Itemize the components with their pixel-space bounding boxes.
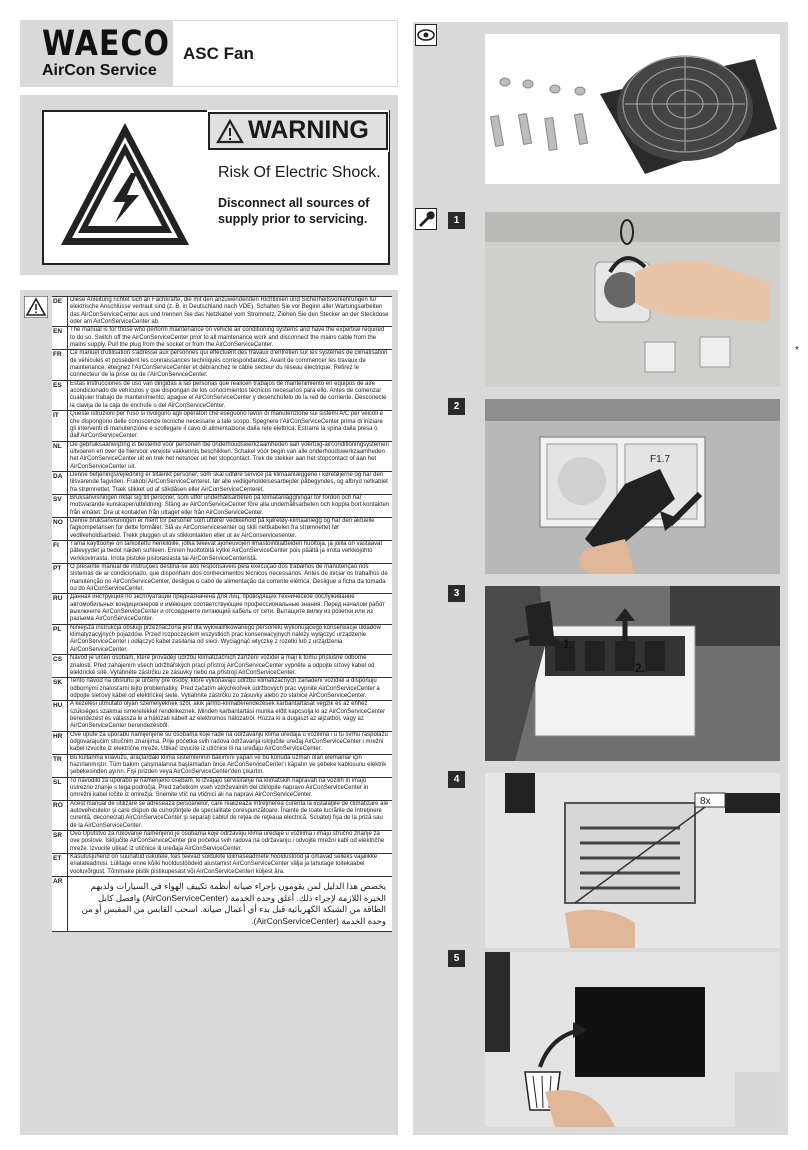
language-text: A kezelési útmutató olyan személyeknek szól, akik jármű-klímaberendezések karbantartását végzik és az ehhez szükséges szakmai ismeretekkel rendelkeznek. Minden karbantartási munka előtt kapcsolja ki az AirConServiceCenter berendezést és válassza le a hálózati kábelt az elektromos hálózatról. Húzza ki a dugaszt az aljzatból, vagy az AirConServiceCenter berendezésből.: [70, 701, 386, 730]
language-text: Ove upute za uporabu namijenjene su osobama koje rade na održavanju klima uređaja u vozilima i u tu svrhu raspolažu odgovarajućim stručnim znanjima. Prije početka svih radova održavanja isključite uređaj AirConServiceCenter i mrežni kabel izvucite iz električne mreže. Utikač izvucite iz utičnice ili na uređaju AirConServiceCenter.: [70, 731, 388, 753]
language-code: ET: [52, 854, 68, 876]
language-row: [52, 754, 392, 777]
language-row: [52, 441, 392, 471]
language-row: [52, 700, 392, 730]
footnote-star: *: [795, 345, 799, 356]
language-code: IT: [52, 411, 68, 440]
step-4-number: 4: [448, 771, 465, 788]
language-code: SK: [52, 678, 68, 700]
warning-triangle-icon: [216, 119, 244, 144]
parts-photo: [485, 34, 780, 184]
language-row: [52, 410, 392, 440]
language-text: Bu kullanma kılavuzu, araçlardaki klima sistemlerinin bakımını yapan ve bu konuda uzman olan elemanlar için hazırlanmıştır. Tüm bakım çalışmalarına başlamadan önce AirConServiceCenter'ı kapatın ve şebeke kablosunu elektrik şebekesinden ayırın. Fişi prizden veya AirConServiceCenter'den çıkartın.: [70, 754, 387, 776]
language-code: CS: [52, 655, 68, 677]
language-text: De gebruiksaanwijzing is bestemd voor personen die onderhoudswerkzaamheden aan voertuig-airconditioningsystemen uitvoeren en over de hiervoor vereiste vakkennis beschikken. Schakel vóór begin van alle onderhoudswerkzaamheden het AirConServiceCenter uit en trek het netsnoer uit het stopcontact. Trek de stekker aan het stopcontact of aan het AirConServiceCenter uit.: [70, 441, 389, 470]
disconnect-text: Disconnect all sources of supply prior to servicing.: [218, 196, 370, 226]
language-code: DA: [52, 472, 68, 494]
language-row: [52, 800, 392, 830]
unscrew-illustration: [485, 773, 780, 948]
language-row: [52, 731, 392, 754]
language-text: Kasutusjuhend on suunatud isikutele, kes teevad sõidukite kliimaseadmete hooldustööd ja omavad selleks vajalikke erialateadmisi. Lülitage enne kõiki hooldustöödeid alustamist AirConServiceCenter välja ja lahutage toitekaabel vooluvõrgust. Tõmmake pistik pistikupesast või AirConServiceCenteri küljest ära.: [70, 854, 378, 875]
fan-and-screws-illustration: [485, 34, 780, 184]
warning-text: [218, 162, 388, 227]
language-row: [52, 624, 392, 654]
caution-icon: [24, 296, 48, 318]
step-3-photo: [485, 586, 780, 761]
electric-shock-icon: [55, 115, 195, 255]
language-row: [52, 777, 392, 800]
language-row: [52, 540, 392, 563]
brand-logo: [20, 20, 173, 87]
language-code: HU: [52, 701, 68, 730]
warning-heading: WARNING: [248, 116, 369, 144]
language-code: NL: [52, 442, 68, 471]
socket-label: F1.7: [650, 454, 671, 465]
discard-cover-illustration: [485, 952, 780, 1127]
logo-wordmark: WAECO: [42, 24, 170, 65]
steps-panel: [413, 22, 799, 1135]
language-row: [52, 654, 392, 677]
risk-text: Risk Of Electric Shock.: [218, 164, 381, 181]
language-code: PT: [52, 564, 68, 593]
language-row: [52, 296, 392, 326]
language-code: SV: [52, 495, 68, 517]
language-instructions: [20, 290, 398, 1135]
language-text: Diese Anleitung richtet sich an Fachkräfte, die mit den anzuwendenden Richtlinien und Sicherheitsvorkehrungen für elektrische Anschlüsse vertraut sind (z. B. in Deutschland nach VDE). Schalten Sie vor Beginn aller Wartungsarbeiten das AirConServiceCenter aus und trennen Sie das Netzkabel vom Stromnetz. Ziehen Sie den Stecker an der Steckdose oder am AirConServiceCenter ab.: [70, 297, 389, 326]
step-5-photo: [485, 952, 780, 1127]
language-text: Tämä käyttöohje on tarkoitettu henkilöille, jotka tekevät ajoneuvojen ilmastointilaitteiden huoltoja, ja joilla on vastaavat pätevyydet ja tiedot näiden suhteen. Ennen huoltotöitä kytke AirConServiceCenter pois päältä ja irrota verkkojohto verkkovirrasta. Irrota pistoke pistorasiasta tai AirConServiceCenteristä.: [70, 541, 383, 562]
language-text: Denne bruksanvisningen er ment for personer som utfører vedlikehold på kjøretøy-klimaanlegg og har den aktuelle fagkompetansen for dette formålet. Slå av AirConservicesenter og skill nettkabelen fra strømnettet før vedlikeholdsarbeid. Trekk pluggen ut av stikkontakten eller ut av AirConservicesenter.: [70, 517, 375, 539]
remove-cover-illustration: [485, 586, 780, 761]
language-text: Niniejsza instrukcja obsługi przeznaczona jest dla wykwalifikowanego personelu wykonującego konserwacje układów klimatyzacyjnych pojazdów. Przed rozpoczęciem wszystkich prac konserwacyjnych należy wyłączyć urządzenie AirConServiceCenter i odłączyć kabel zasilania od sieci. Wyciągnąć wtyczkę z rozetki lub z urządzenia AirConServiceCenter.: [70, 624, 381, 653]
language-text: Queste istruzioni per l'uso si rivolgono agli operatori che eseguono lavori di manutenzione sui sistemi A/C per veicoli e che dispongono delle conoscenze tecniche necessarie a tale scopo. Spegnere l'AirConServiceCenter prima di iniziare gli interventi di manutenzione e scollegare il cavo di alimentazione dalla rete elettrica. Estrarre la spina dalla presa o dall'AirConServiceCenter.: [70, 411, 383, 440]
language-text: Tento návod na obsluhu je určený pre osoby, ktoré vykonávajú údržbu klimatizačných zariadení vozidiel a disponujú odbornými znalosťami tejto problematiky. Pred začatím akýchkoľvek údržbových prác vypnite AirConServiceCenter a odpojte sieťový kábel od elektrickej siete. Vytiahnite zástrčku zo zásuvky alebo zo stanice AirConServiceCenter.: [70, 678, 380, 699]
language-row: [52, 471, 392, 494]
language-text: يخصص هذا الدليل لمن يقومون بإجراء صيانة أنظمة تكييف الهواء في السيارات ولديهم الخبرة اللازمة لإجراء ذلك. أغلق وحدة الخدمة (AirConServiceCenter) وافصل كابل الطاقة من الشبكة الكهربائية قبل بدء أي أعمال صيانة. اسحب القابس من المقبس أو من وحدة الخدمة (AirConServiceCenter).: [81, 881, 386, 926]
language-text: To navodilo za uporabo je namenjeno osebam, ki izvajajo servisiranje na klimatskih napravah na vozilih in imajo ustrezno znanje s tega področja. Pred začetkom vseh vzdrževalnih del izklopite napravo AirConServiceCenter in omrežni kabel ločite iz omrežja. Snemite vtič na vtičnici ali na napravi AirConServiceCenter.: [70, 777, 369, 799]
switch-off-illustration: [485, 212, 780, 387]
warning-heading-box: [208, 112, 388, 150]
eye-icon: [416, 25, 436, 45]
language-text: Ce manuel d'utilisation s'adresse aux personnes qui effectuent des travaux d'entretien sur les systèmes de climatisation de véhicules et possèdent les connaissances techniques correspondantes. Avant de commencer les travaux de maintenance, éteignez l'AirConServiceCenter et débranchez le câble secteur du réseau électrique. Retirez le connecteur de la prise ou de l'AirConServiceCenter.: [70, 350, 388, 379]
language-row: [52, 677, 392, 700]
language-text: The manual is for those who perform maintenance on vehicle air conditioning systems and have the expertise required to do so. Switch off the AirConServiceCenter prior to all maintenance work and disconnect the mains cable from the mains supply. Pull the plug from the socket or from the AirConServiceCenter.: [70, 327, 385, 349]
language-text: Bruksanvisningen riktar sig till personer, som utför underhållsarbeten på klimatanläggningar för fordon och har motsvarande kunskaper/utbildning. Stäng av AirConServiceCenter före alla underhållsarbeten och koppla bort kontakten från elnätet. Dra ut kontakten från uttaget eller från AirConServiceCenter.: [70, 494, 390, 516]
callout-2: 2.: [635, 661, 646, 675]
language-row: [52, 853, 392, 876]
logo-subtitle: AirCon Service: [42, 62, 157, 79]
language-row: [52, 349, 392, 379]
language-code: FI: [52, 541, 68, 563]
tool-box: [415, 208, 437, 230]
language-table: [52, 296, 392, 932]
language-code: HR: [52, 732, 68, 754]
language-code: TR: [52, 755, 68, 777]
language-row: [52, 830, 392, 853]
step-1-number: 1: [448, 212, 465, 229]
step-1-photo: [485, 212, 780, 387]
step-5-number: 5: [448, 950, 465, 967]
language-code: SL: [52, 778, 68, 800]
language-code: FR: [52, 350, 68, 379]
language-code: SR: [52, 831, 68, 853]
language-row: [52, 593, 392, 623]
language-code: RU: [52, 594, 68, 623]
view-parts-box: [415, 24, 437, 46]
language-row: [52, 326, 392, 349]
callout-1: 1.: [563, 637, 574, 651]
step-2-photo: [485, 399, 780, 574]
language-text: Denne betjeningsvejledning er tiltænkt personer, som skal udføre service på klimaanlæggene i køretøjerne og har den tilsvarende fagviden. Frakobl AirConServiceCenteret, før alle vedligeholdelsesarbejder påbegyndes, og afbryd netkablet fra strømnettet. Træk stikket ud af stikdåsen eller AirConServiceCenteret.: [70, 471, 388, 493]
wrench-icon: [416, 209, 436, 229]
step-4-photo: [485, 773, 780, 948]
language-row: [52, 494, 392, 517]
language-text: Návod je určen osobám, které provádějí údržbu klimatizačních zařízení vozidel a mají k tomu příslušné odborné znalosti. Před zahájením všech údržbářských prací přístroj AirConServiceCenter vypněte a odpojte síťový kabel od elektrické sítě. Vytáhněte zástrčku ze zásuvky nebo na přístroji AirConServiceCenter.: [70, 655, 375, 676]
language-row: [52, 380, 392, 410]
language-code: NO: [52, 518, 68, 540]
language-text: Estas instrucciones de uso van dirigidas a las personas que realicen trabajos de mantenimiento en equipos de aire acondicionado de vehículos y que dispongan de los conocimientos técnicos necesarios para ello. Antes de comenzar cualquier trabajo de mantenimiento, apague el AirConServiceCenter y desenchúfelo de la red de corriente. Desconecte la clavija de la caja de enchufe o del AirConServiceCenter.: [70, 380, 387, 409]
language-row: [52, 876, 392, 932]
language-text: Данная инструкция по эксплуатации предназначена для лиц, проводящих техническое обслуживание автомобильных кондиционеров и имеющих соответствующие профессиональные знания. Перед началом работ выключите AirConServiceCenter и отсоедините питающий кабель от сети. Вытащите вилку из розетки или из разъема AirConServiceCenter.: [70, 594, 385, 623]
language-text: Acest manual de utilizare se adresează persoanelor, care realizează întreţinerea curentă la instalaţiile de climatizare ale autovehiculelor şi care dispun de cunoştinţele de specialitate corespunzătoare. Înainte de toate lucrările de întreţinere curentă, deconectaţi AirConServiceCenter şi separaţi cablul de reţea de reţeaua electrică. Scoateţi fişa de la priză sau de la AirConServiceCenter.: [70, 800, 389, 829]
language-code: PL: [52, 625, 68, 654]
step-3-number: 3: [448, 585, 465, 602]
language-text: O presente manual de instruções destina-se aos responsáveis pela execução dos trabalhos de manutenção nos sistemas de ar condicionado, que disponham dos conhecimentos técnicos necessários. Antes de iniciar os trabalhos de manutenção no AirConServiceCenter, desligue o cabo de alimentação da corrente elétrica. Desligue a ficha da tomada ou do AirConServiceCenter.: [70, 564, 388, 593]
product-title: ASC Fan: [183, 44, 254, 63]
language-row: [52, 517, 392, 540]
language-code: DE: [52, 297, 68, 326]
language-code: AR: [52, 877, 68, 931]
language-text: Ovo Uputstvo za rukovanje namenjeno je osobama koje održavaju klima uređaje u vozilima i imaju stručno znanje za ove poslove. Isključite AirConServiceCenter pre početka svih radova na održavanju i odvojite mrežni kabl od električne mreže. Izvucite utikač iz utičnice ili uređaja AirConServiceCenter.: [70, 831, 385, 852]
language-code: RO: [52, 801, 68, 830]
step-2-number: 2: [448, 398, 465, 415]
language-code: ES: [52, 381, 68, 410]
language-row: [52, 563, 392, 593]
screw-count: 8x: [700, 796, 711, 807]
unplug-illustration: [485, 399, 780, 574]
language-code: EN: [52, 327, 68, 349]
